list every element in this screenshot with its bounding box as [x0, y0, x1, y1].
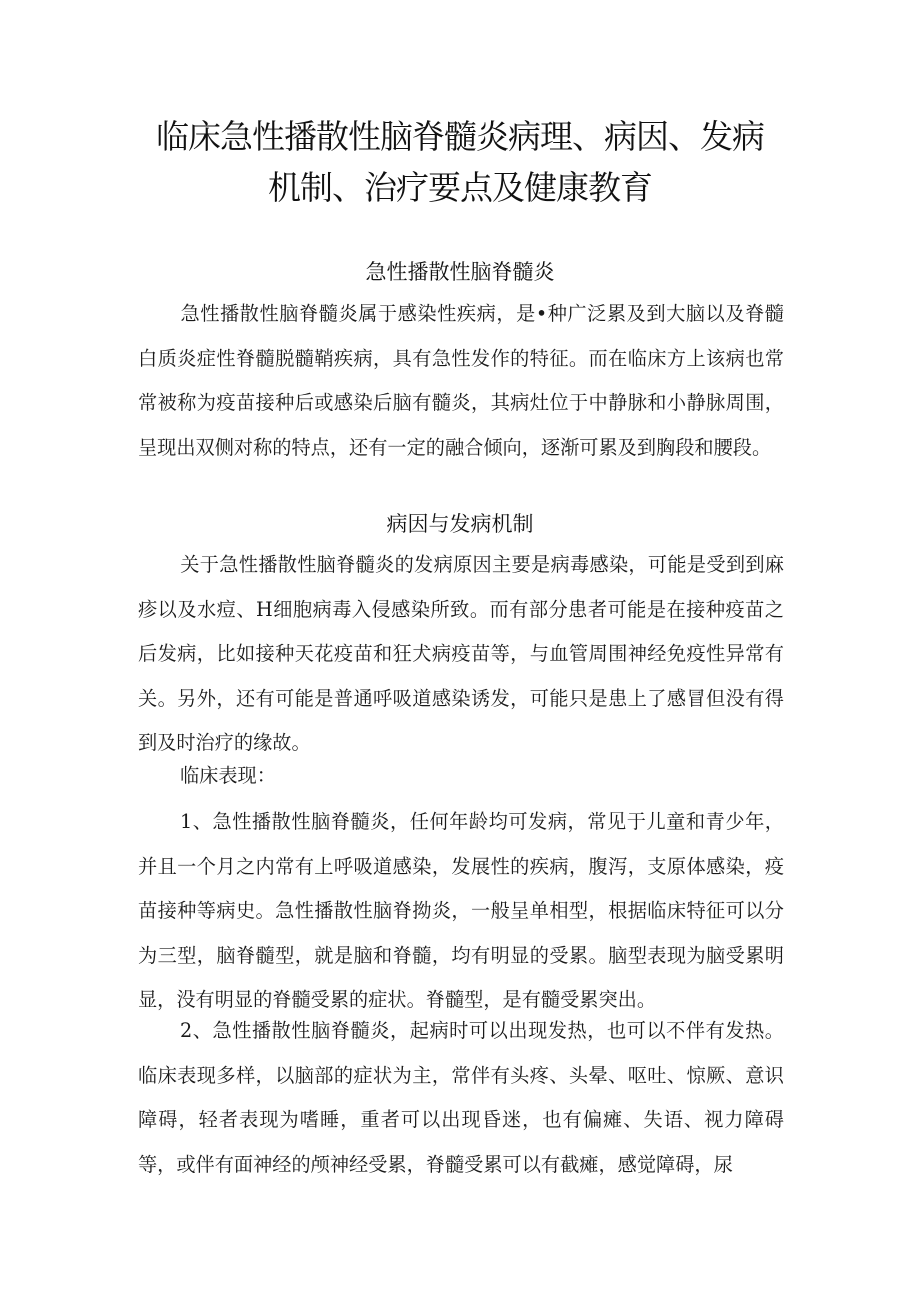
- document-title-line1: 临床急性播散性脑脊髓炎病理、病因、发病: [156, 117, 764, 156]
- paragraph-text: 关于急性播散性脑脊髓炎的发病原因主要是病毒感染，可能是受到到麻疹以及水痘、H细胞病毒入侵感染所致。而有部分患者可能是在接种疫苗之后发病，比如接种天花疫苗和狂犬病疫苗等，与血管周围神经免疫性异常有关。另外，还有可能是普通呼吸道感染诱发，可能只是患上了感冒但没有得到及时治疗的缘故。: [138, 553, 784, 754]
- clinical-item-1: [138, 800, 784, 1023]
- section-paragraph-overview: [138, 292, 784, 470]
- section-heading-overview: 急性播散性脑脊髓炎: [365, 260, 555, 284]
- paragraph-text: 急性播散性脑脊髓炎属于感染性疾病，是•种广泛累及到大脑以及脊髓白质炎症性脊髓脱髓鞘疾病，具有急性发作的特征。而在临床方上该病也常常被称为疫苗接种后或感染后脑有髓炎，其病灶位于中静脉和小静脉周围，呈现出双侧对称的特点，还有一定的融合倾向，逐渐可累及到胸段和腰段。: [138, 302, 784, 459]
- clinical-item-2: [138, 1009, 784, 1187]
- clinical-item-text: 1、急性播散性脑脊髓炎，任何年龄均可发病，常见于儿童和青少年，并且一个月之内常有上呼吸道感染，发展性的疾病，腹泻，支原体感染，疫苗接种等病史。急性播散性脑脊拗炎，一般呈单相型，根据临床特征可以分为三型，脑脊髓型，就是脑和脊髓，均有明显的受累。脑型表现为脑受累明显，没有明显的脊髓受累的症状。脊髓型，是有髓受累突出。: [138, 810, 784, 1011]
- document-title-line2: 机制、治疗要点及健康教育: [268, 168, 652, 207]
- clinical-label: [138, 754, 784, 799]
- clinical-item-text: 2、急性播散性脑脊髓炎，起病时可以出现发热，也可以不伴有发热。临床表现多样，以脑部的症状为主，常伴有头疼、头晕、呕吐、惊厥、意识障碍，轻者表现为嗜睡，重者可以出现昏迷，也有偏瘫、失语、视力障碍等，或伴有面神经的颅神经受累，脊髓受累可以有截瘫，感觉障碍，尿: [138, 1019, 784, 1176]
- section-heading-etiology: 病因与发病机制: [386, 512, 534, 536]
- section-paragraph-etiology: [138, 543, 784, 766]
- clinical-label-text: 临床表现：: [180, 764, 276, 787]
